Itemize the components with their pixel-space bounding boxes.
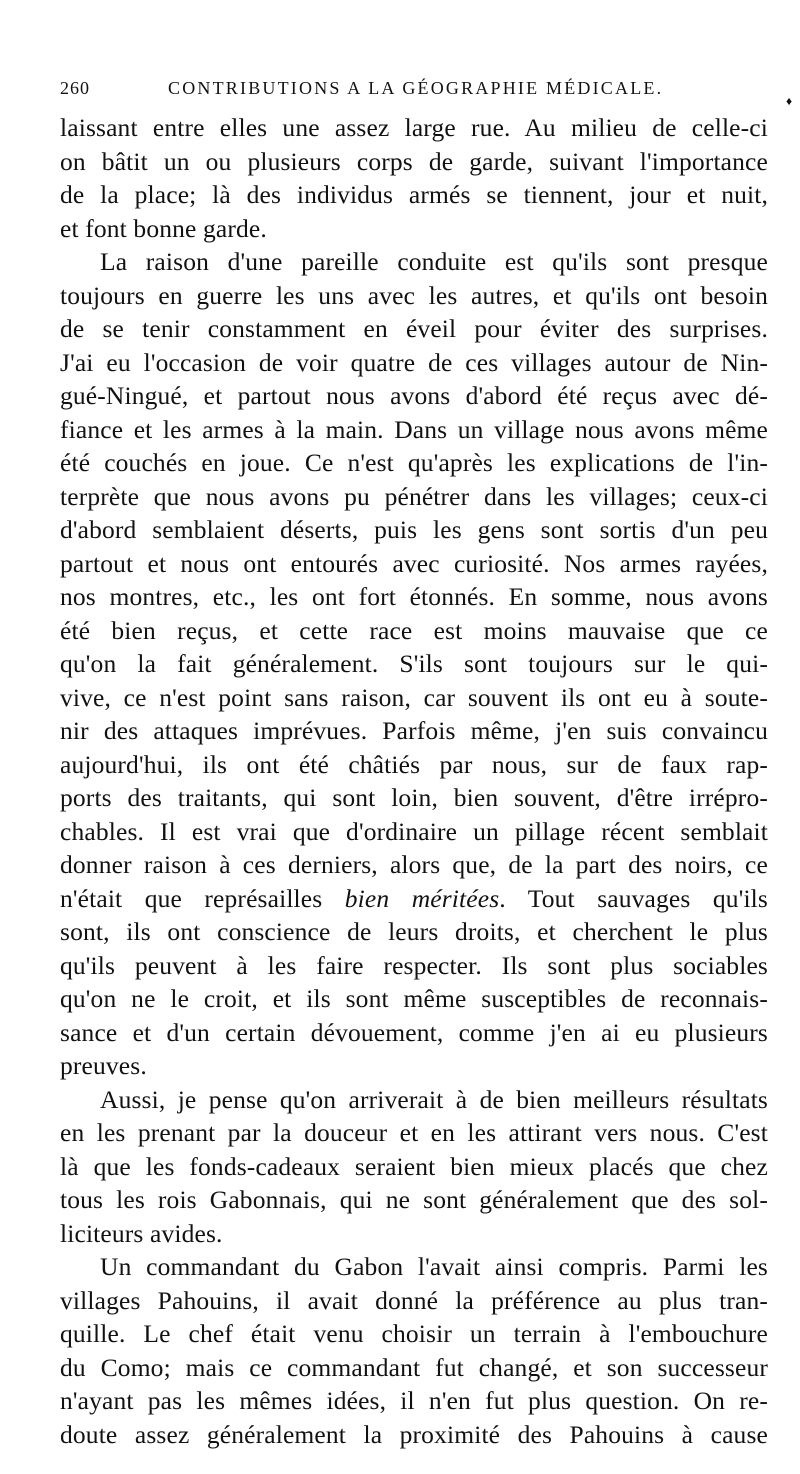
text-line: vive, ce n'est point sans raison, car souvent ils ont eu à soute- xyxy=(60,682,768,712)
text-segment: n'était que représailles xyxy=(60,883,345,913)
text-line: sance et d'un certain dévouement, comme j'en ai eu plusieurs xyxy=(60,1017,768,1047)
text-line: de la place; là des individus armés se tiennent, jour et nuit, xyxy=(60,180,768,209)
text-line: partout et nous ont entourés avec curiosité. Nos armes rayées, xyxy=(60,548,768,578)
text-line: nir des attaques imprévues. Parfois même, j'en suis convaincu xyxy=(60,716,768,745)
text-line: donner raison à ces derniers, alors que, de la part des noirs, ce xyxy=(60,850,768,879)
text-line: J'ai eu l'occasion de voir quatre de ces villages autour de Nin- xyxy=(60,347,768,377)
text-line: La raison d'une pareille conduite est qu'ils sont presque xyxy=(100,247,768,276)
text-line: qu'on la fait généralement. S'ils sont toujours sur le qui- xyxy=(60,649,768,678)
text-line: aujourd'hui, ils ont été châtiés par nous, sur de faux rap- xyxy=(60,749,768,779)
text-line: en les prenant par la douceur et en les attirant vers nous. C'est xyxy=(60,1118,768,1147)
text-line: été bien reçus, et cette race est moins mauvaise que ce xyxy=(60,615,768,645)
text-line: Un commandant du Gabon l'avait ainsi compris. Parmi les xyxy=(100,1252,768,1281)
text-line: fiance et les armes à la main. Dans un village nous avons même xyxy=(60,414,768,444)
running-header xyxy=(60,78,794,108)
text-line: nos montres, etc., les ont fort étonnés. En somme, nous avons xyxy=(60,582,768,611)
text-line: chables. Il est vrai que d'ordinaire un pillage récent semblait xyxy=(60,816,768,846)
text-line-with-italic xyxy=(60,882,768,916)
text-line: gué-Ningué, et partout nous avons d'abord été reçus avec dé- xyxy=(60,381,768,410)
text-line: liciteurs avides. xyxy=(60,1218,223,1248)
text-line: là que les fonds-cadeaux seraient bien mieux placés que chez xyxy=(60,1151,768,1181)
text-line: toujours en guerre les uns avec les autres, et qu'ils ont besoin xyxy=(60,280,768,310)
text-line: doute assez généralement la proximité des Pahouins à cause xyxy=(60,1419,768,1449)
running-title: CONTRIBUTIONS A LA GÉOGRAPHIE MÉDICALE. xyxy=(168,78,664,98)
text-line: on bâtit un ou plusieurs corps de garde, suivant l'importance xyxy=(60,146,768,176)
text-line: sont, ils ont conscience de leurs droits, et cherchent le plus xyxy=(60,917,768,946)
text-line: qu'on ne le croit, et ils sont même susceptibles de reconnais- xyxy=(60,984,768,1013)
text-line: n'ayant pas les mêmes idées, il n'en fut plus question. On re- xyxy=(60,1386,768,1415)
text-line: terprète que nous avons pu pénétrer dans les villages; ceux-ci xyxy=(60,481,768,511)
text-line: preuves. xyxy=(60,1051,147,1080)
margin-mark: ♦ xyxy=(786,94,794,108)
text-line: été couchés en joue. Ce n'est qu'après les explications de l'in- xyxy=(60,448,768,477)
italic-phrase: bien méritées xyxy=(344,883,500,913)
text-line: du Como; mais ce commandant fut changé, et son successeur xyxy=(60,1352,768,1382)
body-text xyxy=(60,111,768,1451)
page-number: 260 xyxy=(60,78,90,98)
text-line: laissant entre elles une assez large rue. Au milieu de celle-ci xyxy=(60,113,768,142)
text-line: villages Pahouins, il avait donné la préférence au plus tran- xyxy=(60,1285,768,1315)
text-line: de se tenir constamment en éveil pour éviter des surprises. xyxy=(60,314,768,343)
text-segment: . Tout sauvages qu'ils xyxy=(499,883,768,913)
text-line: tous les rois Gabonnais, qui ne sont généralement que des sol- xyxy=(60,1185,768,1214)
text-line: qu'ils peuvent à les faire respecter. Ils sont plus sociables xyxy=(60,950,768,980)
text-line: quille. Le chef était venu choisir un terrain à l'embouchure xyxy=(60,1319,768,1348)
text-line: et font bonne garde. xyxy=(60,213,267,243)
text-line: Aussi, je pense qu'on arriverait à de bien meilleurs résultats xyxy=(100,1084,768,1114)
text-line: ports des traitants, qui sont loin, bien souvent, d'être irrépro- xyxy=(60,783,768,812)
text-line: d'abord semblaient déserts, puis les gens sont sortis d'un peu xyxy=(60,515,768,544)
